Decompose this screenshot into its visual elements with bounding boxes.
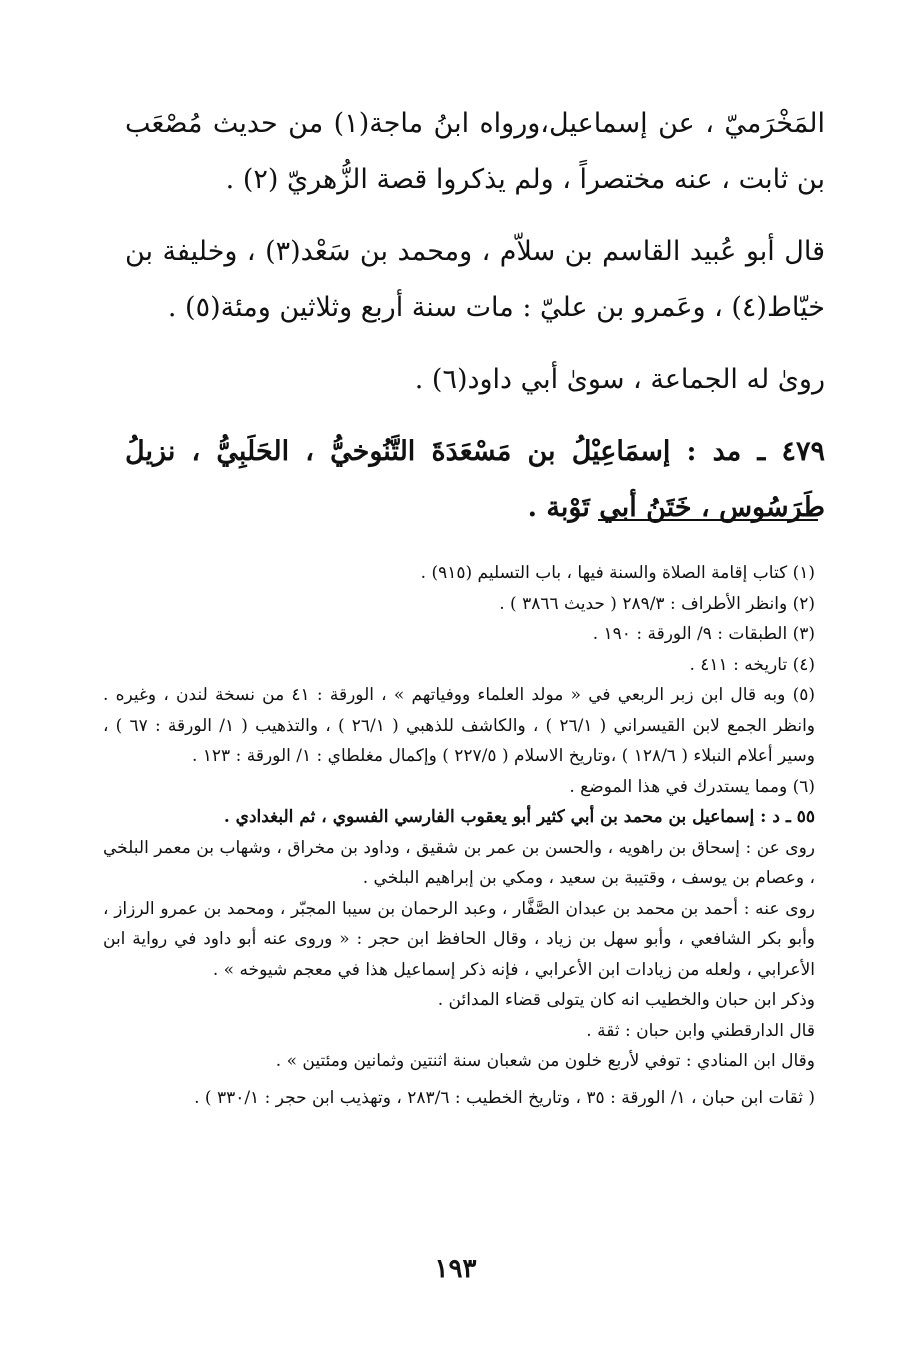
page-number: ١٩٣ bbox=[434, 1254, 477, 1284]
footnote-2: (٢) وانظر الأطراف : ٢٨٩/٣ ( حديث ٣٨٦٦ ) . bbox=[499, 593, 815, 614]
addendum-note-3: وقال ابن المنادي : توفي لأربع خلون من شعبان سنة اثنتين وثمانين ومئتين » . bbox=[275, 1051, 815, 1071]
footnote-1: (١) كتاب إقامة الصلاة والسنة فيها ، باب التسليم (٩١٥) . bbox=[420, 563, 815, 583]
addendum-narrated-by: روى عنه : أحمد بن محمد بن عبدان الصَّفَّار ، وعبد الرحمان بن سيبا المجبّر ، ومحمد بن عمرو الرزاز ، وأبو بكر الشافعي ، وأبو سهل بن زياد ، وقال الحافظ ابن حجر : « وروى عنه أبو داود في رواية ابن الأعرابي ، ولعله من زيادات ابن الأعرابي ، فإنه ذكر إسماعيل هذا في معجم شيوخه » . bbox=[103, 898, 815, 980]
addendum-heading: ٥٥ ـ د : إسماعيل بن محمد بن أبي كثير أبو يعقوب الفارسي الفسوي ، ثم البغدادي . bbox=[223, 807, 815, 827]
entry-479: ٤٧٩ ـ مد : إسمَاعِيْلُ بن مَسْعَدَةَ التَّنُوخيُّ ، الحَلَبِيُّ ، نزيلُ طَرَسُوس ، خَتَنُ أبي تَوْبة . bbox=[125, 436, 825, 523]
addendum-note-2: قال الدارقطني وابن حبان : ثقة . bbox=[586, 1020, 815, 1041]
paragraph-2: قال أبو عُبيد القاسم بن سلاّم ، ومحمد بن سَعْد(٣) ، وخليفة بن خيّاط(٤) ، وعَمرو بن عليّ : مات سنة أربع وثلاثين ومئة(٥) . bbox=[125, 236, 826, 323]
addendum-sources: ( ثقات ابن حبان ، ١/ الورقة : ٣٥ ، وتاريخ الخطيب : ٢٨٣/٦ ، وتهذيب ابن حجر : ٣٣٠/١ ) . bbox=[194, 1087, 815, 1108]
footnote-3: (٣) الطبقات : ٩/ الورقة : ١٩٠ . bbox=[592, 624, 815, 644]
footnote-6: (٦) ومما يستدرك في هذا الموضع . bbox=[569, 776, 815, 797]
paragraph-1: المَخْرَميّ ، عن إسماعيل،ورواه ابنُ ماجة(١) من حديث مُصْعَب بن ثابت ، عنه مختصراً ، ولم يذكروا قصة الزُّهريّ (٢) . bbox=[125, 108, 825, 195]
paragraph-3: روىٰ له الجماعة ، سوىٰ أبي داود(٦) . bbox=[414, 364, 825, 395]
footnote-separator bbox=[598, 519, 818, 521]
footnotes bbox=[103, 558, 815, 1113]
addendum-narrated-from: روى عن : إسحاق بن راهويه ، والحسن بن عمر بن شقيق ، وداود بن مخراق ، وشهاب بن معمر البلخي ، وعصام بن يوسف ، وقتيبة بن سعيد ، ومكي بن إبراهيم البلخي . bbox=[103, 837, 815, 888]
addendum-note-1: وذكر ابن حبان والخطيب انه كان يتولى قضاء المدائن . bbox=[437, 990, 815, 1010]
main-text bbox=[125, 96, 825, 552]
footnote-5: (٥) وبه قال ابن زبر الربعي في « مولد العلماء ووفياتهم » ، الورقة : ٤١ من نسخة لندن ، وغيره . وانظر الجمع لابن القيسراني ( ٢٦/١ ) ، والكاشف للذهبي ( ٢٦/١ ) ، والتذهيب ( ١/ الورقة : ٦٧ ) ، وسير أعلام النبلاء ( ١٢٨/٦ ) ،وتاريخ الاسلام ( ٢٢٧/٥ ) وإكمال مغلطاي : ١/ الورقة : ١٢٣ . bbox=[103, 685, 815, 766]
footnote-4: (٤) تاريخه : ٤١١ . bbox=[689, 654, 815, 675]
